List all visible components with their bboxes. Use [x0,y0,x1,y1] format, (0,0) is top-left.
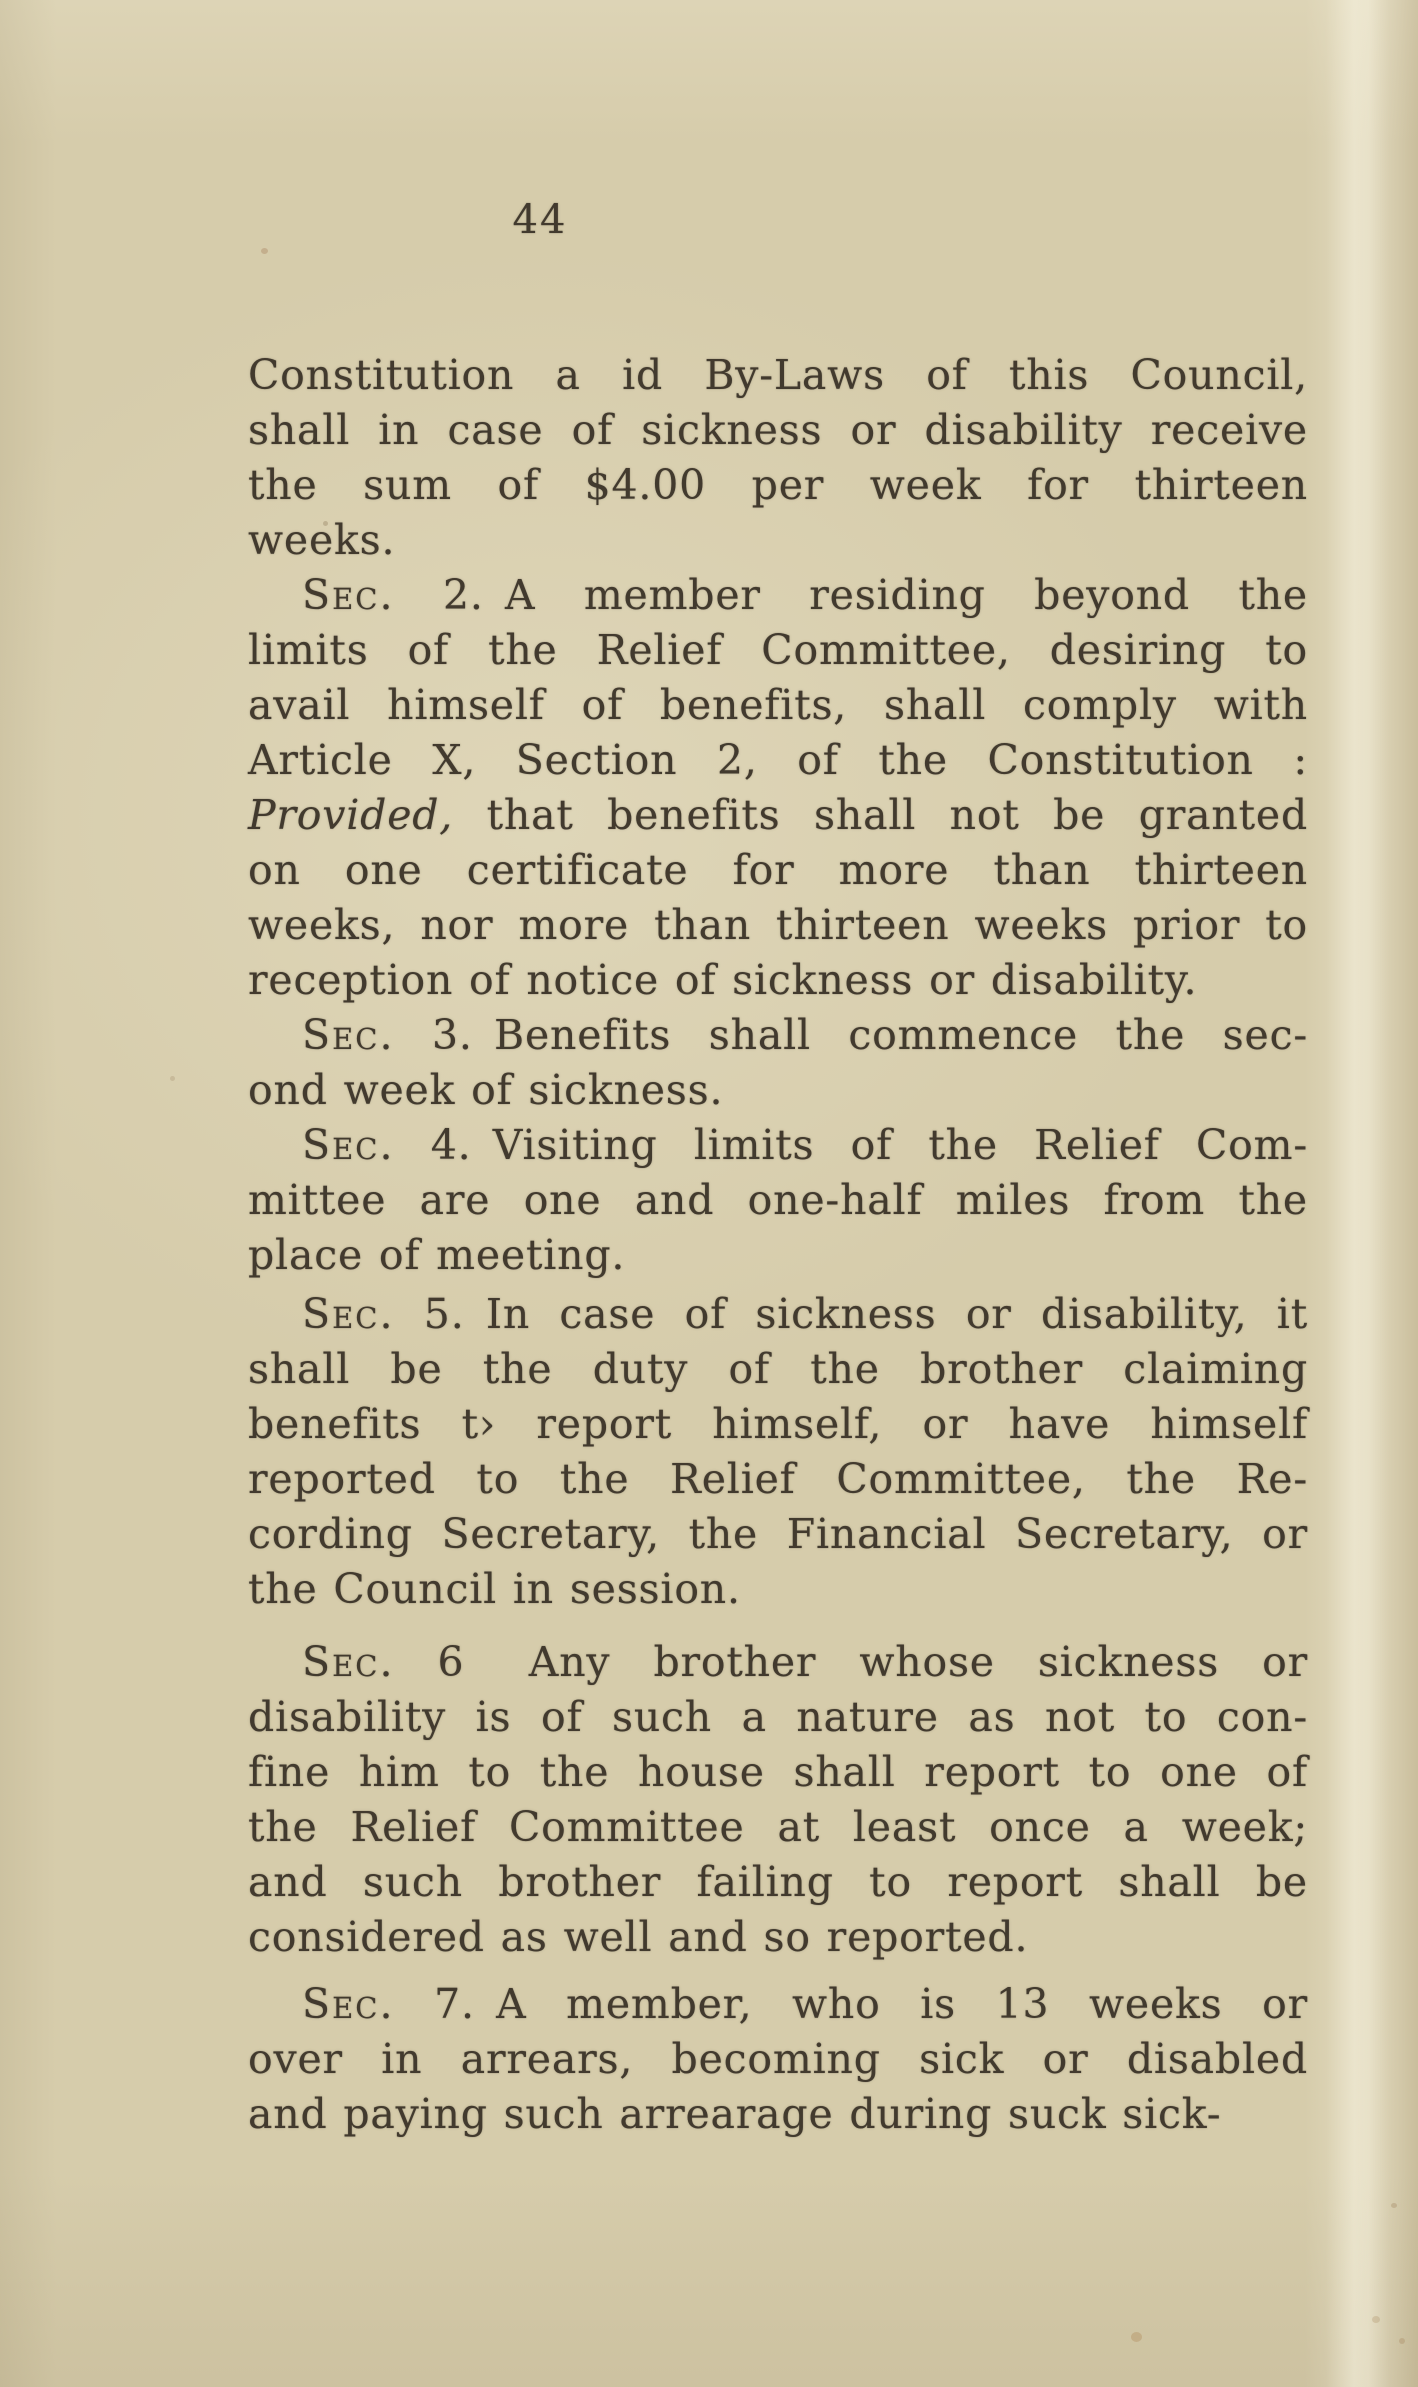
text-line [248,1173,1308,1228]
text-line [248,1063,1308,1118]
text-line [248,2087,1308,2142]
text-segment: over in arrears, becoming sick or disabled [248,2035,1308,2083]
paper-speckle [261,248,268,254]
text-line [248,623,1308,678]
text-line [248,1397,1308,1452]
text-segment: fine him to the house shall report to one of [248,1748,1308,1796]
text-segment: 5. In case of sickness or disability, it [394,1290,1308,1338]
text-segment: on one certificate for more than thirteen [248,846,1308,894]
paper-speckle [1131,2332,1142,2342]
paragraph [248,1287,1308,1617]
text-segment: Constitution a id By-Laws of this Council, [248,351,1308,399]
text-line [248,2032,1308,2087]
text-line [248,1228,1308,1283]
paper-speckle [1372,2316,1380,2323]
section-label: Sec. [302,571,395,619]
text-line [248,1855,1308,1910]
text-segment: weeks, nor more than thirteen weeks prior to [248,901,1308,949]
text-segment: avail himself of benefits, shall comply with [248,681,1308,729]
text-line [248,678,1308,733]
text-segment: ond week of sickness. [248,1066,724,1114]
text-segment: the Relief Committee at least once a week; [248,1803,1308,1851]
text-line [248,1910,1308,1965]
text-segment: shall in case of sickness or disability receive [248,406,1308,454]
text-line [248,1507,1308,1562]
section-label: Sec. [302,1011,395,1059]
section-label: Sec. [302,1290,395,1338]
text-segment: that benefits shall not be granted [453,791,1308,839]
section-label: Sec. [302,1980,395,2028]
paragraph [248,348,1308,568]
text-segment: and such brother failing to report shall be [248,1858,1308,1906]
text-segment: cording Secretary, the Financial Secretary, or [248,1510,1308,1558]
text-line [248,1562,1308,1617]
paragraph [248,1977,1308,2142]
text-line [248,458,1308,513]
text-line [248,1452,1308,1507]
text-segment: reception of notice of sickness or disability. [248,956,1198,1004]
page-number: 44 [512,197,568,243]
text-segment: Article X, Section 2, of the Constitution : [248,736,1308,784]
text-line [248,1745,1308,1800]
body-text [248,348,1308,2142]
text-line [248,1008,1308,1063]
text-line [248,1977,1308,2032]
text-line [248,513,1308,568]
paragraph [248,568,1308,1008]
text-line [248,843,1308,898]
text-line [248,788,1308,843]
text-line [248,1800,1308,1855]
text-segment: and paying such arrearage during suck sick- [248,2090,1222,2138]
text-segment: reported to the Relief Committee, the Re- [248,1455,1308,1503]
paper-speckle [1391,2203,1397,2208]
text-line [248,1690,1308,1745]
text-line [248,733,1308,788]
text-line [248,1287,1308,1342]
text-segment: the sum of $4.00 per week for thirteen [248,461,1308,509]
text-segment: mittee are one and one-half miles from the [248,1176,1308,1224]
text-segment: 4. Visiting limits of the Relief Com- [394,1121,1308,1169]
section-label: Sec. [302,1638,395,1686]
text-segment: disability is of such a nature as not to con- [248,1693,1308,1741]
text-segment: 6 Any brother whose sickness or [394,1638,1308,1686]
paper-speckle [1399,2338,1405,2344]
text-line [248,1118,1308,1173]
text-segment: Provided, [248,791,454,839]
text-segment: 2. A member residing beyond the [394,571,1308,619]
text-line [248,898,1308,953]
text-segment: shall be the duty of the brother claiming [248,1345,1308,1393]
text-segment: the Council in session. [248,1565,741,1613]
text-segment: considered as well and so reported. [248,1913,1029,1961]
text-line [248,1342,1308,1397]
text-segment: weeks. [248,516,396,564]
section-label: Sec. [302,1121,395,1169]
text-segment: limits of the Relief Committee, desiring to [248,626,1308,674]
paper-speckle [170,1076,175,1081]
text-line [248,1635,1308,1690]
text-segment: 3. Benefits shall commence the sec- [394,1011,1308,1059]
text-line [248,348,1308,403]
text-segment: place of meeting. [248,1231,626,1279]
text-line [248,953,1308,1008]
text-segment: benefits t› report himself, or have himself [248,1400,1308,1448]
paragraph [248,1635,1308,1965]
text-line [248,568,1308,623]
text-line [248,403,1308,458]
paragraph [248,1008,1308,1118]
text-segment: 7. A member, who is 13 weeks or [394,1980,1308,2028]
paragraph [248,1118,1308,1283]
